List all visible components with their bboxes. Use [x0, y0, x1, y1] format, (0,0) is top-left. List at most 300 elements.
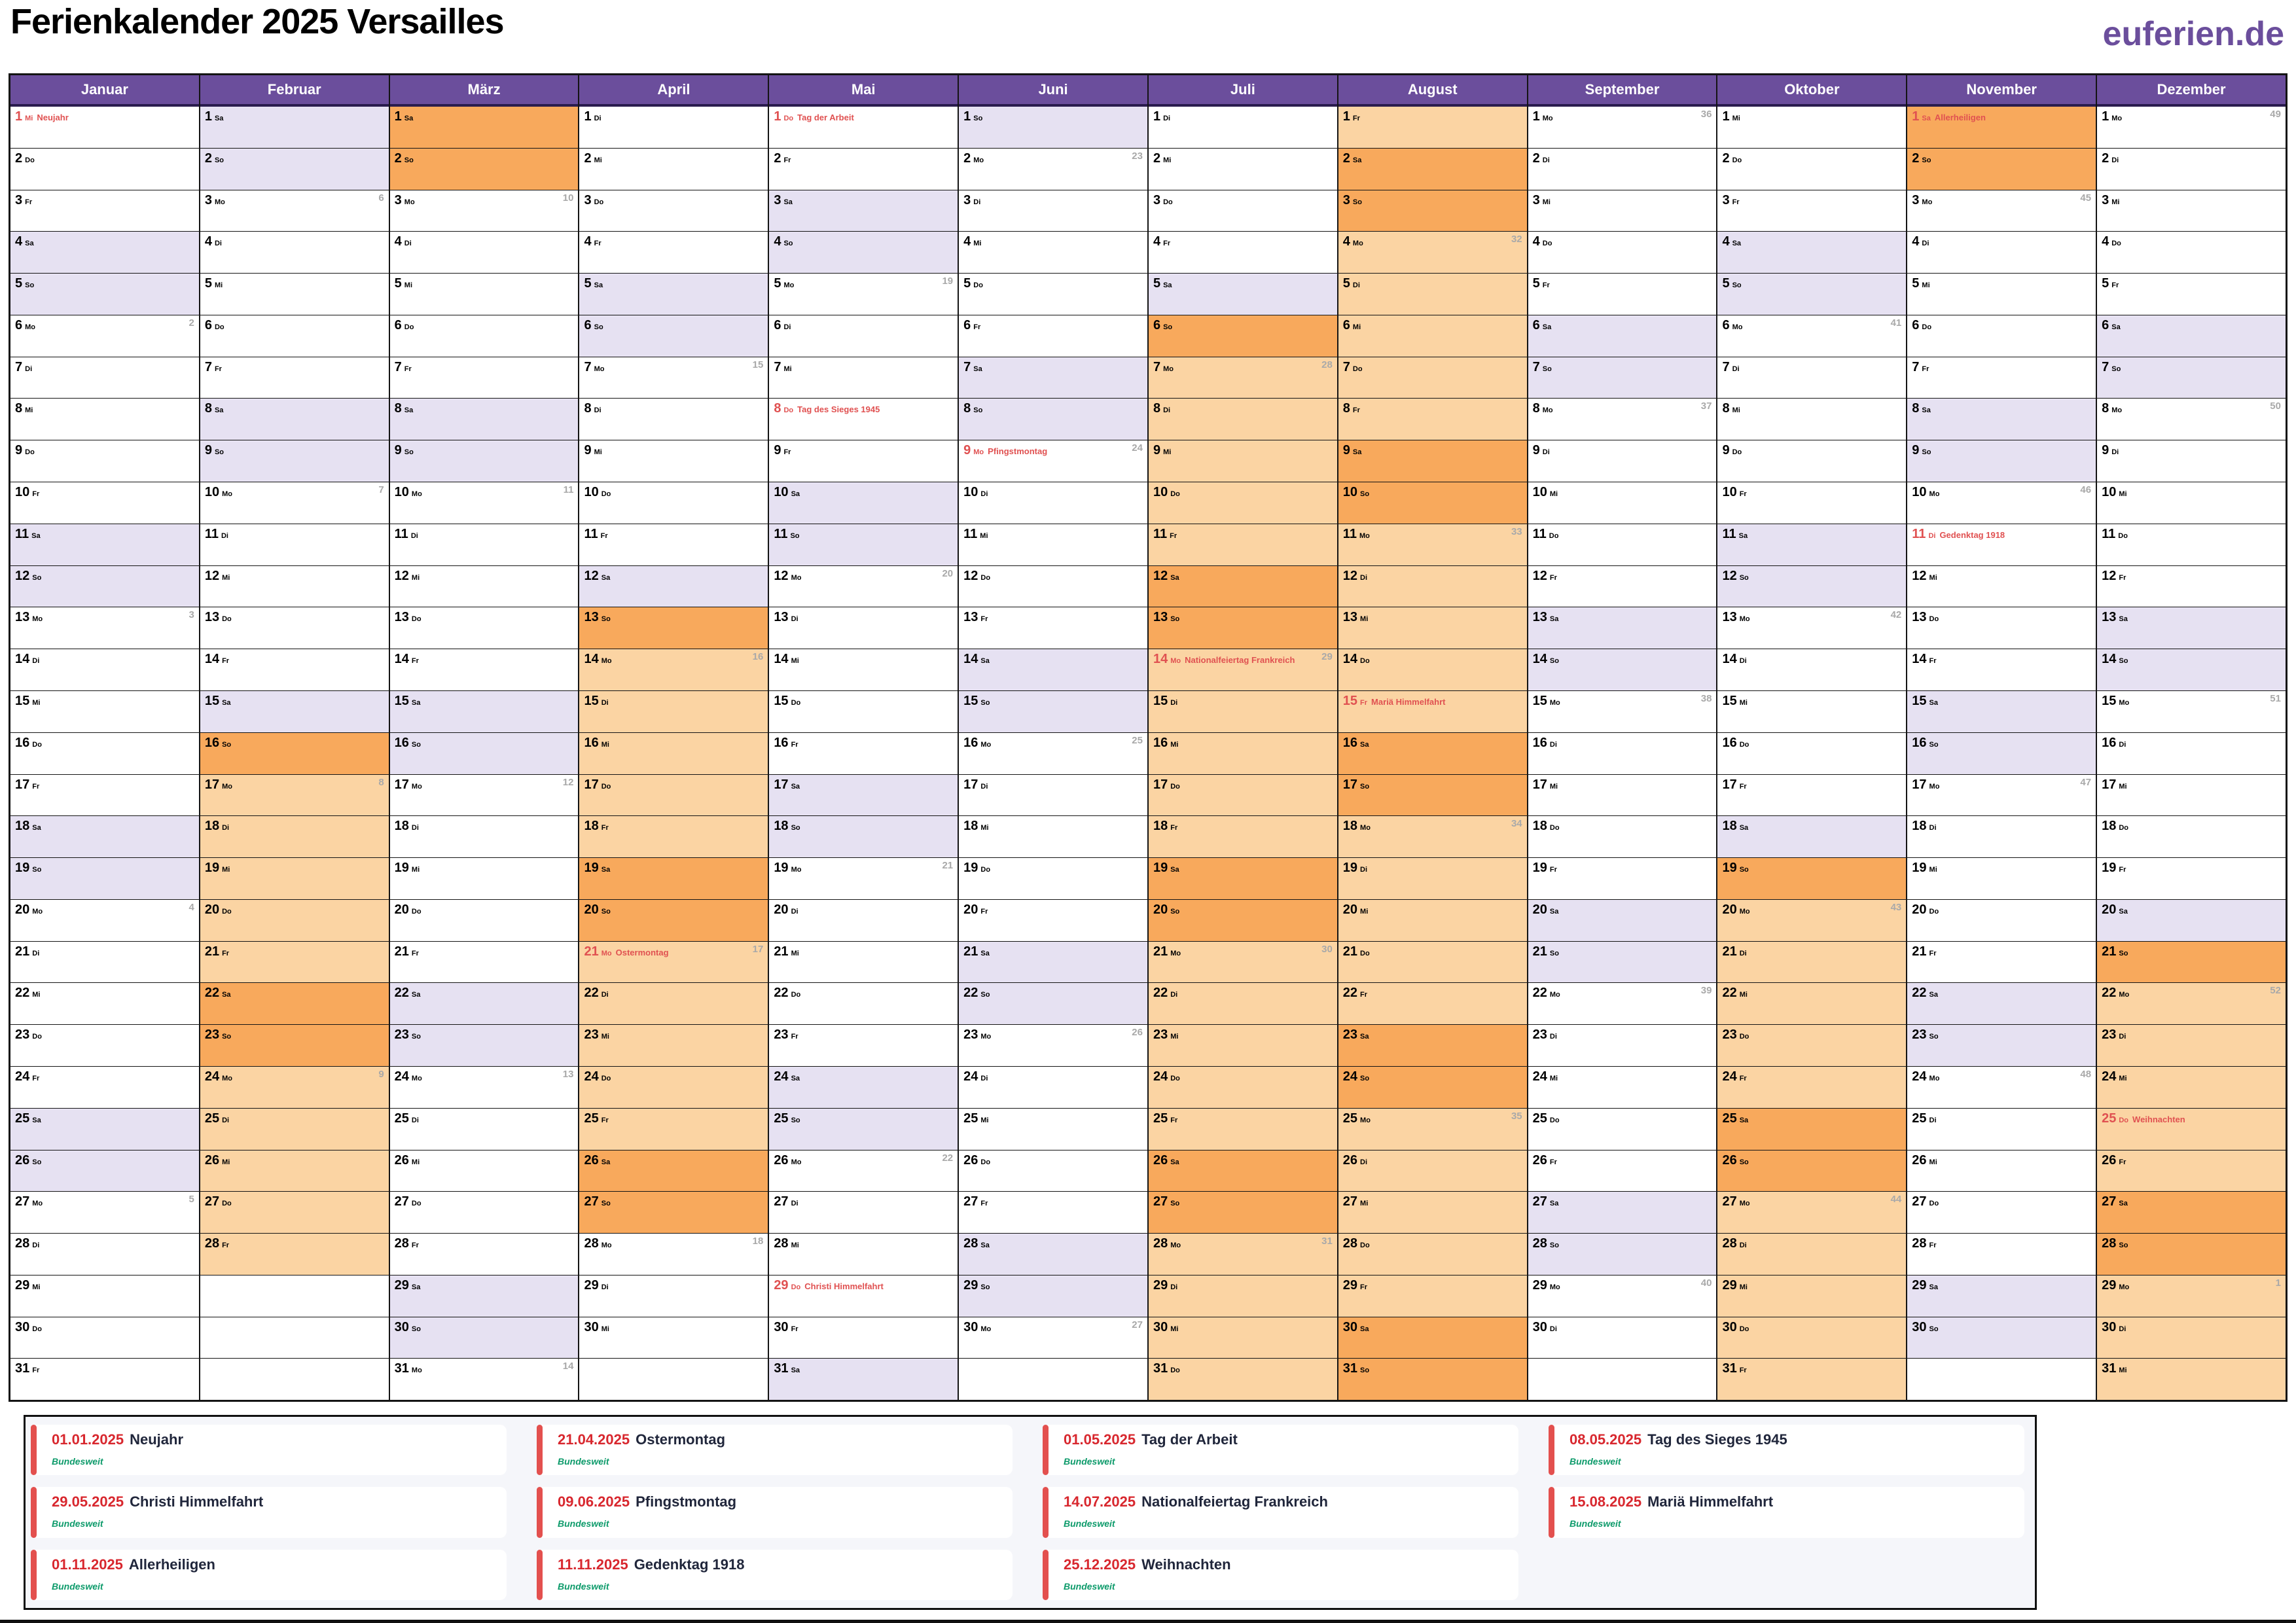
- weekday-label: So: [25, 281, 35, 290]
- day-number: 9: [963, 443, 971, 458]
- day-cell: [769, 1275, 958, 1317]
- weekday-label: Fr: [404, 365, 412, 373]
- weekday-label: Mi: [594, 156, 602, 164]
- weekday-label: So: [783, 240, 793, 248]
- weekday-label: Sa: [1352, 156, 1362, 164]
- weekday-label: Do: [411, 907, 422, 916]
- day-cell: [2097, 816, 2286, 858]
- weekday-label: Sa: [1929, 698, 1938, 707]
- day-number: 5: [774, 276, 781, 291]
- day-cell: [769, 1234, 958, 1275]
- day-cell: [579, 1109, 768, 1150]
- day-cell: [1149, 942, 1337, 984]
- day-cell: [1907, 232, 2096, 274]
- brand-logo-link[interactable]: euferien.de: [2102, 15, 2284, 53]
- day-number: 5: [584, 276, 592, 291]
- weekday-label: Mi: [980, 531, 988, 540]
- weekday-label: Do: [1929, 907, 1939, 916]
- day-cell: [1907, 315, 2096, 357]
- weekday-label: Fr: [2119, 866, 2126, 874]
- day-number: 8: [1532, 401, 1540, 416]
- legend-card-headline: [52, 1431, 499, 1448]
- weekday-label: Mo: [1929, 1074, 1940, 1082]
- day-cell: [200, 1192, 389, 1234]
- day-number: 1: [15, 109, 23, 124]
- day-number: 27: [204, 1194, 220, 1209]
- day-number: 30: [15, 1319, 30, 1334]
- day-number: 1: [204, 109, 212, 124]
- day-number: 19: [1912, 861, 1927, 876]
- legend-accent-bar: [537, 1487, 543, 1537]
- day-number: 20: [1532, 902, 1547, 917]
- weekday-label: Di: [32, 949, 40, 957]
- day-number: 21: [1342, 944, 1358, 959]
- day-cell: [769, 1192, 958, 1234]
- day-number: 13: [1722, 610, 1737, 625]
- day-number: 30: [584, 1319, 599, 1334]
- day-number: 6: [963, 317, 971, 332]
- weekday-label: Do: [1360, 949, 1370, 957]
- day-cell: [959, 149, 1147, 190]
- day-number: 24: [1153, 1069, 1168, 1084]
- day-number: 11: [963, 526, 978, 541]
- day-cell: [390, 232, 579, 274]
- weekday-label: Sa: [411, 1283, 421, 1291]
- day-number: 24: [2102, 1069, 2117, 1084]
- day-number: 8: [1912, 401, 1920, 416]
- day-cell: [1149, 1109, 1337, 1150]
- day-cell: [1528, 274, 1717, 315]
- legend-holiday-name: Ostermontag: [636, 1431, 726, 1448]
- day-cell: [10, 190, 199, 232]
- week-number: 34: [1511, 818, 1522, 830]
- day-cell: [1528, 983, 1717, 1025]
- day-cell: [959, 482, 1147, 524]
- month-header: Juni: [959, 75, 1147, 107]
- day-number: 9: [204, 443, 212, 458]
- month-column: [1528, 75, 1718, 1400]
- day-number: 27: [963, 1194, 978, 1209]
- weekday-label: So: [411, 740, 421, 749]
- weekday-label: Sa: [32, 1116, 41, 1124]
- day-cell: [1149, 733, 1337, 775]
- day-number: 24: [963, 1069, 978, 1084]
- day-number: 20: [1153, 902, 1168, 917]
- day-number: 5: [1532, 276, 1540, 291]
- day-number: 26: [394, 1152, 409, 1168]
- day-cell: [1717, 1109, 1906, 1150]
- day-cell: [1338, 942, 1527, 984]
- day-cell: [769, 1317, 958, 1359]
- day-number: 20: [15, 902, 30, 917]
- weekday-label: Mi: [404, 281, 413, 290]
- day-number: 6: [15, 317, 23, 332]
- day-cell: [2097, 1317, 2286, 1359]
- day-number: 28: [1153, 1236, 1168, 1251]
- day-cell: [1528, 440, 1717, 482]
- day-cell: [1528, 1275, 1717, 1317]
- day-number: 30: [2102, 1319, 2117, 1334]
- week-number: 11: [563, 484, 574, 496]
- weekday-label: Sa: [791, 1366, 800, 1375]
- day-number: 11: [2102, 526, 2116, 541]
- day-number: 7: [1722, 359, 1730, 374]
- day-number: 23: [2102, 1027, 2117, 1043]
- day-number: 26: [774, 1152, 789, 1168]
- day-number: 17: [2102, 777, 2117, 792]
- day-number: 30: [1722, 1319, 1737, 1334]
- weekday-label: Mi: [601, 740, 609, 749]
- day-cell: [390, 357, 579, 399]
- day-number: 29: [1912, 1277, 1927, 1293]
- day-number: 7: [204, 359, 212, 374]
- day-cell: [200, 1025, 389, 1067]
- weekday-label: Do: [1549, 531, 1559, 540]
- holiday-label: Neujahr: [37, 113, 69, 122]
- day-number: 14: [1722, 652, 1737, 667]
- legend-accent-bar: [537, 1425, 543, 1475]
- weekday-label: Mi: [222, 1158, 230, 1166]
- legend-holiday-name: Allerheiligen: [128, 1556, 215, 1573]
- week-number: 30: [1321, 943, 1333, 955]
- weekday-label: Mi: [2111, 198, 2120, 206]
- day-cell: [1149, 1150, 1337, 1192]
- weekday-label: Fr: [1739, 490, 1747, 499]
- day-number: 10: [774, 485, 789, 500]
- legend-holiday-date: 29.05.2025: [52, 1493, 124, 1510]
- week-number: 17: [752, 943, 764, 955]
- day-number: 22: [584, 986, 599, 1001]
- day-cell: [1149, 816, 1337, 858]
- day-cell: [579, 190, 768, 232]
- legend-holiday-scope: Bundesweit: [52, 1456, 103, 1467]
- day-cell: [1149, 691, 1337, 733]
- day-number: 13: [963, 610, 978, 625]
- day-number: 16: [1532, 735, 1547, 750]
- day-number: 8: [774, 401, 781, 416]
- day-number: 17: [15, 777, 30, 792]
- week-number: 2: [188, 317, 194, 329]
- month-header: Januar: [10, 75, 199, 107]
- legend-holiday-date: 15.08.2025: [1570, 1493, 1642, 1510]
- legend-card-headline: [1570, 1493, 2017, 1510]
- day-cell: [1528, 733, 1717, 775]
- day-cell: [200, 1109, 389, 1150]
- day-number: 3: [394, 192, 402, 207]
- day-number: 6: [584, 317, 592, 332]
- day-number: 6: [1153, 317, 1161, 332]
- weekday-label: Mo: [1542, 406, 1553, 415]
- day-cell: [1149, 1067, 1337, 1109]
- day-number: 17: [1722, 777, 1737, 792]
- holiday-label: Nationalfeiertag Frankreich: [1185, 655, 1295, 666]
- day-number: 12: [204, 568, 220, 583]
- legend-accent-bar: [1043, 1425, 1049, 1475]
- weekday-label: So: [1163, 323, 1173, 331]
- month-column: [1907, 75, 2097, 1400]
- day-number: 22: [963, 986, 978, 1001]
- day-cell: [579, 607, 768, 649]
- legend-holiday-scope: Bundesweit: [52, 1580, 103, 1592]
- day-cell: [390, 1359, 579, 1400]
- day-cell: [1528, 190, 1717, 232]
- day-cell: [390, 107, 579, 149]
- day-cell: [1717, 1067, 1906, 1109]
- day-number: 25: [2102, 1111, 2117, 1126]
- day-number: 19: [204, 861, 220, 876]
- weekday-label: So: [411, 1325, 421, 1333]
- day-number: 28: [204, 1236, 220, 1251]
- weekday-label: Di: [1739, 1241, 1747, 1250]
- weekday-label: Mo: [2119, 991, 2130, 999]
- weekday-label: Fr: [1352, 406, 1360, 415]
- day-number: 19: [394, 861, 409, 876]
- legend-holiday-name: Gedenktag 1918: [634, 1556, 745, 1573]
- weekday-label: So: [791, 1116, 800, 1124]
- day-cell: [959, 649, 1147, 691]
- weekday-label: Fr: [222, 1241, 230, 1250]
- day-cell: [1338, 1109, 1527, 1150]
- day-number: 15: [1342, 693, 1358, 708]
- weekday-label: Sa: [32, 824, 41, 832]
- day-number: 11: [1912, 526, 1926, 541]
- day-cell: [390, 1150, 579, 1192]
- day-number: 27: [2102, 1194, 2117, 1209]
- empty-day-cell: [959, 1359, 1147, 1400]
- day-number: 15: [2102, 693, 2117, 708]
- day-number: 30: [1342, 1319, 1358, 1334]
- legend-holiday-date: 01.01.2025: [52, 1431, 124, 1448]
- day-cell: [2097, 691, 2286, 733]
- holiday-label: Weihnachten: [2132, 1114, 2185, 1124]
- weekday-label: Sa: [214, 115, 224, 122]
- weekday-label: Fr: [32, 490, 40, 499]
- weekday-label: Do: [594, 198, 604, 206]
- weekday-label: Mo: [1739, 1200, 1750, 1208]
- day-number: 16: [963, 735, 978, 750]
- day-number: 25: [15, 1111, 30, 1126]
- week-number: 4: [188, 901, 194, 913]
- weekday-label: Sa: [1732, 240, 1742, 248]
- day-cell: [959, 942, 1147, 984]
- weekday-label: Do: [25, 156, 35, 164]
- day-cell: [579, 816, 768, 858]
- day-cell: [1907, 149, 2096, 190]
- weekday-label: Sa: [1739, 824, 1749, 832]
- weekday-label: Sa: [1929, 991, 1938, 999]
- weekday-label: So: [1732, 281, 1742, 290]
- day-number: 12: [2102, 568, 2117, 583]
- day-number: 31: [774, 1361, 789, 1376]
- day-number: 18: [963, 819, 978, 834]
- day-number: 22: [15, 986, 30, 1001]
- week-number: 13: [562, 1068, 574, 1080]
- day-cell: [200, 816, 389, 858]
- weekday-label: So: [1739, 1158, 1749, 1166]
- weekday-label: Do: [1929, 1200, 1939, 1208]
- day-cell: [1149, 399, 1337, 440]
- day-cell: [200, 357, 389, 399]
- day-number: 8: [394, 401, 402, 416]
- day-number: 7: [963, 359, 971, 374]
- weekday-label: Mo: [411, 782, 422, 791]
- weekday-label: Di: [1360, 866, 1368, 874]
- day-number: 13: [2102, 610, 2117, 625]
- weekday-label: Fr: [791, 1033, 798, 1041]
- legend-holiday-date: 21.04.2025: [558, 1431, 630, 1448]
- weekday-label: Mi: [594, 448, 602, 457]
- day-cell: [1149, 149, 1337, 190]
- weekday-label: Do: [791, 698, 801, 707]
- day-number: 21: [584, 944, 599, 959]
- day-cell: [200, 566, 389, 608]
- day-number: 19: [2102, 861, 2117, 876]
- weekday-label: Mo: [32, 907, 43, 916]
- day-cell: [390, 983, 579, 1025]
- day-cell: [10, 607, 199, 649]
- weekday-label: Di: [1549, 1033, 1557, 1041]
- weekday-label: Di: [2111, 448, 2119, 457]
- legend-holiday-scope: Bundesweit: [1570, 1456, 1621, 1467]
- day-cell: [579, 440, 768, 482]
- day-number: 5: [963, 276, 971, 291]
- day-number: 21: [1722, 944, 1737, 959]
- month-column: [10, 75, 200, 1400]
- day-number: 28: [963, 1236, 978, 1251]
- day-number: 18: [584, 819, 599, 834]
- weekday-label: Fr: [2119, 573, 2126, 582]
- day-cell: [10, 1150, 199, 1192]
- weekday-label: Fr: [601, 1116, 609, 1124]
- day-number: 26: [2102, 1152, 2117, 1168]
- day-number: 18: [2102, 819, 2117, 834]
- legend-card: [1549, 1487, 2024, 1537]
- day-cell: [769, 190, 958, 232]
- day-number: 23: [394, 1027, 409, 1043]
- weekday-label: Di: [973, 198, 981, 206]
- weekday-label: Do: [404, 323, 414, 331]
- day-cell: [1338, 1317, 1527, 1359]
- weekday-label: Fr: [1360, 698, 1368, 707]
- day-cell: [390, 733, 579, 775]
- weekday-label: Fr: [1360, 991, 1368, 999]
- week-number: 50: [2270, 401, 2281, 412]
- day-number: 27: [1912, 1194, 1927, 1209]
- weekday-label: Fr: [601, 824, 609, 832]
- weekday-label: Mi: [2119, 490, 2127, 499]
- weekday-label: Mo: [222, 782, 232, 791]
- day-cell: [769, 524, 958, 566]
- holiday-label: Gedenktag 1918: [1939, 529, 2005, 540]
- day-cell: [1717, 1025, 1906, 1067]
- day-cell: [10, 1359, 199, 1400]
- weekday-label: Fr: [1549, 866, 1557, 874]
- weekday-label: Do: [1542, 240, 1552, 248]
- weekday-label: Mi: [32, 991, 41, 999]
- weekday-label: Sa: [791, 782, 800, 791]
- week-number: 15: [752, 359, 764, 370]
- day-cell: [1338, 816, 1527, 858]
- day-cell: [200, 524, 389, 566]
- day-cell: [1149, 1025, 1337, 1067]
- day-cell: [1338, 649, 1527, 691]
- weekday-label: Sa: [980, 949, 990, 957]
- day-cell: [1149, 775, 1337, 817]
- day-cell: [579, 1275, 768, 1317]
- legend-accent-bar: [31, 1425, 37, 1475]
- day-number: 10: [394, 485, 409, 500]
- day-cell: [390, 691, 579, 733]
- week-number: 12: [562, 776, 574, 788]
- weekday-label: Di: [32, 1241, 40, 1250]
- weekday-label: Do: [1170, 1366, 1180, 1375]
- day-number: 26: [584, 1152, 599, 1168]
- day-number: 4: [2102, 234, 2109, 249]
- weekday-label: Mo: [791, 1158, 802, 1166]
- day-number: 7: [1153, 359, 1161, 374]
- day-number: 22: [204, 986, 220, 1001]
- weekday-label: Mo: [2119, 698, 2130, 707]
- day-cell: [390, 399, 579, 440]
- day-cell: [1528, 1067, 1717, 1109]
- day-number: 17: [963, 777, 978, 792]
- day-cell: [2097, 900, 2286, 942]
- day-number: 11: [15, 526, 29, 541]
- day-cell: [959, 357, 1147, 399]
- day-number: 14: [1153, 652, 1168, 667]
- day-cell: [1149, 274, 1337, 315]
- day-number: 27: [1342, 1194, 1358, 1209]
- day-number: 14: [774, 652, 789, 667]
- weekday-label: Do: [1360, 1241, 1370, 1250]
- day-cell: [1149, 1317, 1337, 1359]
- day-cell: [1907, 1025, 2096, 1067]
- holiday-legend: [24, 1415, 2037, 1610]
- day-number: 14: [204, 652, 220, 667]
- day-number: 10: [1722, 485, 1737, 500]
- weekday-label: Mo: [1352, 240, 1363, 248]
- day-cell: [1338, 858, 1527, 900]
- day-cell: [959, 232, 1147, 274]
- day-number: 9: [1912, 443, 1920, 458]
- legend-card-headline: [1064, 1493, 1511, 1510]
- day-number: 29: [15, 1277, 30, 1293]
- day-cell: [1338, 1025, 1527, 1067]
- day-cell: [200, 858, 389, 900]
- legend-holiday-name: Weihnachten: [1141, 1556, 1231, 1573]
- weekday-label: Di: [25, 365, 33, 373]
- weekday-label: Do: [791, 991, 801, 999]
- empty-day-cell: [200, 1359, 389, 1400]
- day-cell: [1528, 691, 1717, 733]
- legend-card: [537, 1550, 1013, 1600]
- day-number: 22: [1153, 986, 1168, 1001]
- day-number: 22: [774, 986, 789, 1001]
- day-number: 19: [584, 861, 599, 876]
- weekday-label: Mo: [1549, 1283, 1560, 1291]
- day-cell: [769, 1109, 958, 1150]
- weekday-label: Do: [1352, 365, 1363, 373]
- day-cell: [2097, 566, 2286, 608]
- weekday-label: Mi: [1163, 156, 1172, 164]
- day-cell: [200, 440, 389, 482]
- day-cell: [579, 315, 768, 357]
- weekday-label: Mi: [411, 1158, 420, 1166]
- day-cell: [10, 274, 199, 315]
- week-number: 28: [1321, 359, 1333, 370]
- weekday-label: Do: [1739, 740, 1749, 749]
- day-cell: [1907, 691, 2096, 733]
